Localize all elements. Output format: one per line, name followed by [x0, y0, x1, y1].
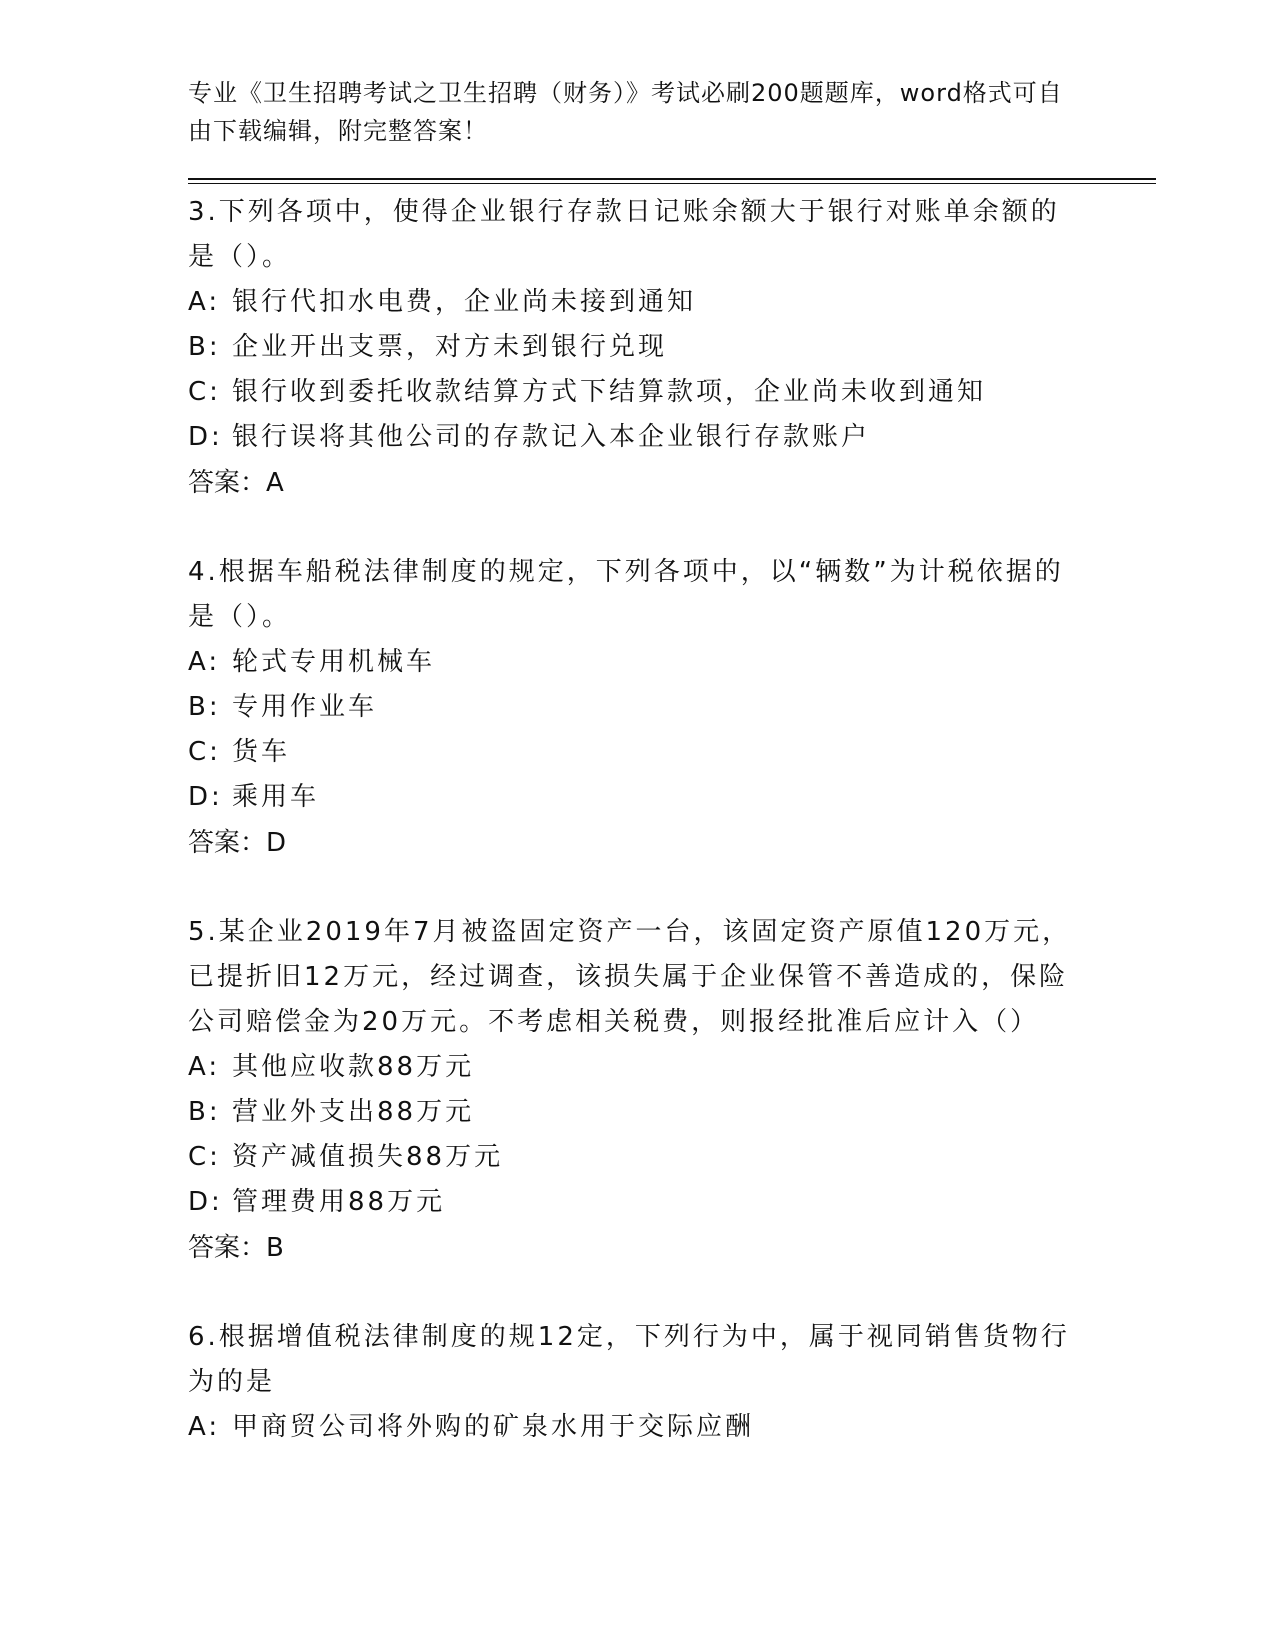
option-text: 营业外支出88万元: [232, 1097, 475, 1127]
option-b: [188, 1090, 1088, 1135]
option-text: 资产减值损失88万元: [232, 1142, 504, 1172]
option-a: [188, 280, 1088, 325]
question-3: [188, 190, 1088, 506]
option-text: 乘用车: [232, 782, 320, 812]
option-c: [188, 730, 1088, 775]
question-6: [188, 1315, 1088, 1450]
answer-line: [188, 820, 1088, 866]
option-c: [188, 1135, 1088, 1180]
option-d: [188, 775, 1088, 820]
question-list: [188, 190, 1088, 1494]
option-d: [188, 415, 1088, 460]
option-text: 轮式专用机械车: [232, 647, 436, 677]
option-a: [188, 640, 1088, 685]
answer-value: B: [266, 1233, 284, 1263]
question-stem: 6.根据增值税法律制度的规12定，下列行为中，属于视同销售货物行为的是: [188, 1322, 1070, 1397]
option-letter: D:: [188, 422, 223, 452]
option-text: 管理费用88万元: [232, 1187, 446, 1217]
option-text: 银行收到委托收款结算方式下结算款项，企业尚未收到通知: [232, 377, 987, 407]
option-letter: B:: [188, 692, 221, 722]
question-5: [188, 910, 1088, 1271]
option-letter: A:: [188, 1412, 221, 1442]
option-letter: D:: [188, 782, 223, 812]
header-divider-thin: [188, 183, 1156, 184]
option-text: 货车: [232, 737, 291, 767]
option-letter: C:: [188, 377, 221, 407]
answer-label: 答案：: [188, 1233, 267, 1263]
option-letter: A:: [188, 647, 221, 677]
option-text: 专用作业车: [232, 692, 378, 722]
document-header: [188, 74, 1068, 150]
question-stem: 5.某企业2019年7月被盗固定资产一台，该固定资产原值120万元，已提折旧12万元，经过调查，该损失属于企业保管不善造成的，保险公司赔偿金为20万元。不考虑相关税费，则报经批准后应计入（）: [188, 917, 1072, 1037]
option-b: [188, 325, 1088, 370]
option-letter: B:: [188, 332, 221, 362]
option-a: [188, 1405, 1088, 1450]
question-stem: 3.下列各项中，使得企业银行存款日记账余额大于银行对账单余额的是（）。: [188, 197, 1060, 272]
option-letter: C:: [188, 737, 221, 767]
option-text: 甲商贸公司将外购的矿泉水用于交际应酬: [232, 1412, 755, 1442]
option-letter: B:: [188, 1097, 221, 1127]
option-letter: D:: [188, 1187, 223, 1217]
answer-value: D: [266, 828, 287, 858]
question-4: [188, 550, 1088, 866]
answer-line: [188, 460, 1088, 506]
answer-line: [188, 1225, 1088, 1271]
option-a: [188, 1045, 1088, 1090]
option-text: 其他应收款88万元: [232, 1052, 475, 1082]
answer-label: 答案：: [188, 468, 267, 498]
option-b: [188, 685, 1088, 730]
option-text: 企业开出支票，对方未到银行兑现: [232, 332, 668, 362]
answer-value: A: [266, 468, 284, 498]
header-divider-thick: [188, 178, 1156, 180]
header-text: 专业《卫生招聘考试之卫生招聘（财务）》考试必刷200题题库，word格式可自由下载编辑，附完整答案！: [188, 79, 1063, 145]
option-text: 银行代扣水电费，企业尚未接到通知: [232, 287, 697, 317]
option-letter: A:: [188, 287, 221, 317]
option-d: [188, 1180, 1088, 1225]
answer-label: 答案：: [188, 828, 267, 858]
option-letter: C:: [188, 1142, 221, 1172]
option-c: [188, 370, 1088, 415]
question-stem: 4.根据车船税法律制度的规定，下列各项中，以“辆数”为计税依据的是（）。: [188, 557, 1064, 632]
option-letter: A:: [188, 1052, 221, 1082]
option-text: 银行误将其他公司的存款记入本企业银行存款账户: [232, 422, 871, 452]
